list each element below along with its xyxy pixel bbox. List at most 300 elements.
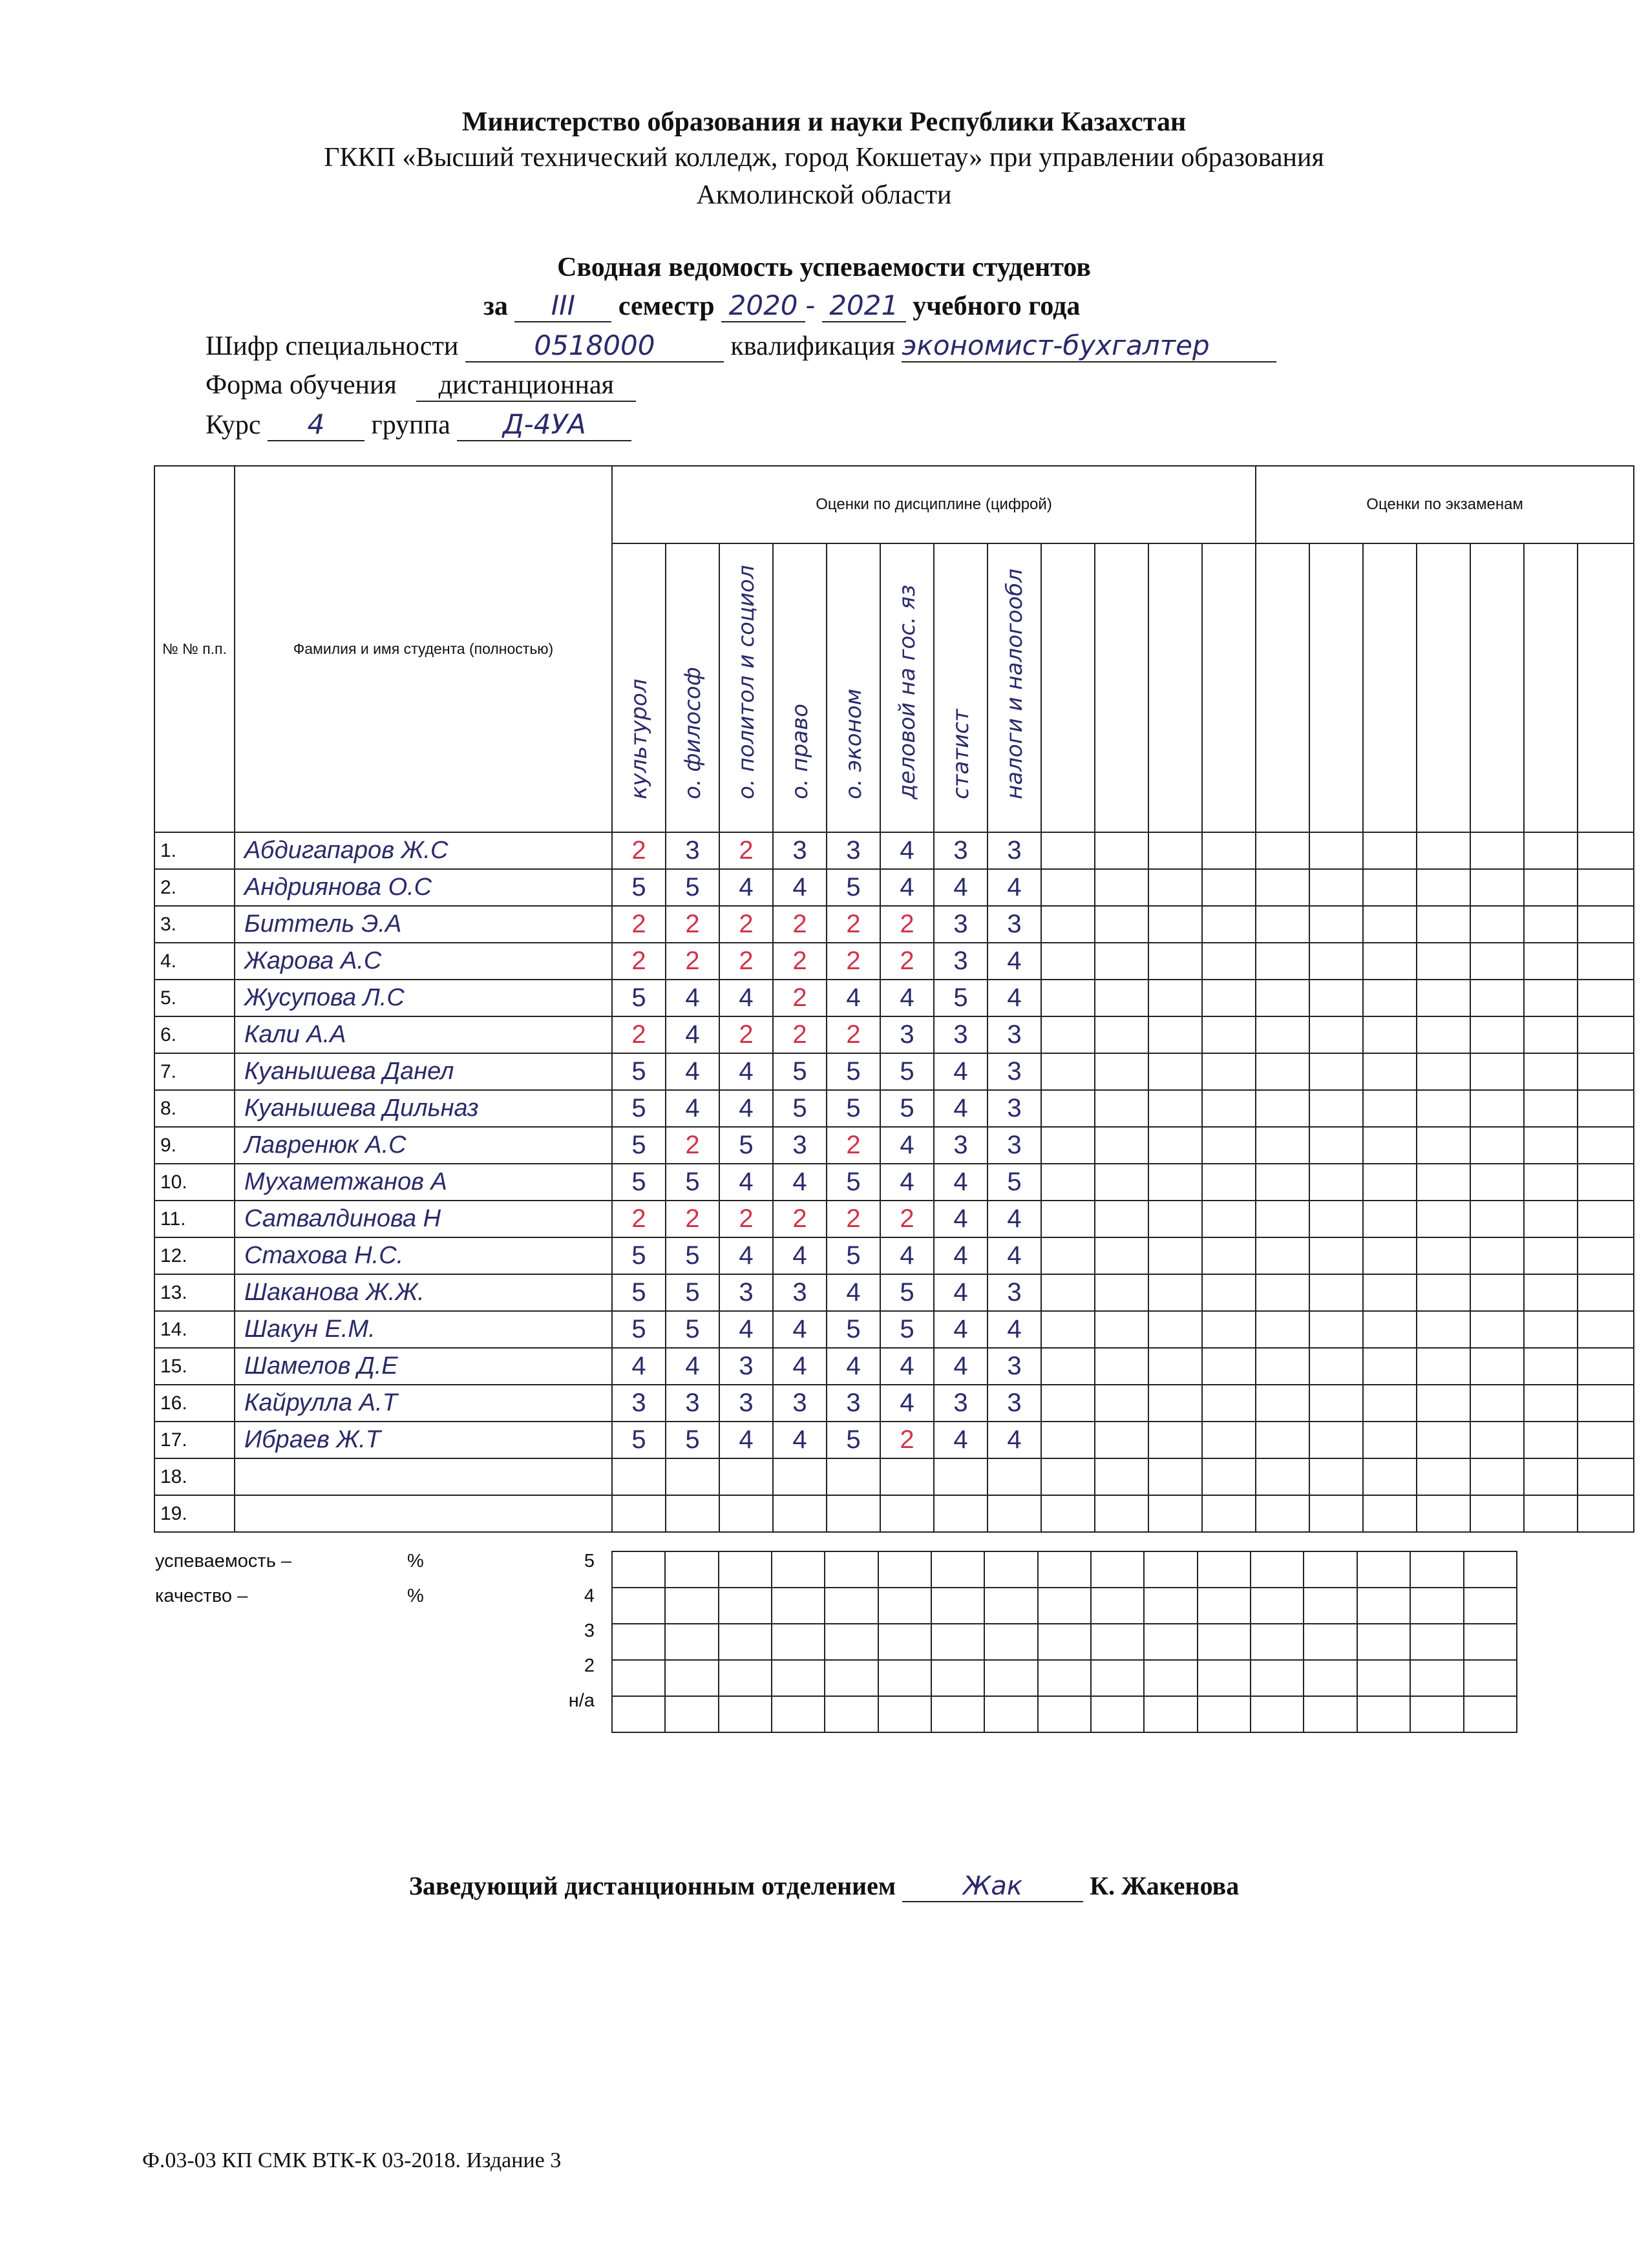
- grade-cell: [1041, 1458, 1095, 1495]
- subject-header: [880, 543, 934, 832]
- grade-cell: 4: [666, 1090, 719, 1127]
- summary-cell: [612, 1660, 665, 1696]
- grade-label: 2: [584, 1655, 595, 1676]
- summary-cell: [1091, 1588, 1144, 1624]
- form-code-footer: Ф.03-03 КП СМК ВТК-К 03-2018. Издание 3: [142, 2148, 562, 2172]
- grade-cell: [1417, 1311, 1470, 1348]
- grade-cell: 4: [666, 980, 719, 1016]
- subject-name: о. право: [787, 704, 813, 799]
- empty-subject-header: [1524, 543, 1578, 832]
- grade-cell: [1095, 1385, 1148, 1422]
- summary-cell: [719, 1588, 772, 1624]
- grade-cell: 2: [827, 1201, 880, 1237]
- summary-cell: [1091, 1551, 1144, 1588]
- col-name-header: Фамилия и имя студента (полностью): [235, 466, 612, 832]
- grade-cell: [1578, 1016, 1634, 1053]
- summary-cell: [1038, 1588, 1091, 1624]
- grade-cell: [1309, 906, 1363, 943]
- grade-cell: 4: [988, 869, 1041, 906]
- grade-cell: [1578, 943, 1634, 980]
- grade-cell: 5: [827, 869, 880, 906]
- empty-subject-header: [1148, 543, 1202, 832]
- grade-cell: 4: [719, 869, 773, 906]
- grade-cell: [1417, 832, 1470, 869]
- quality-label: качество –: [155, 1586, 248, 1606]
- student-name: Шакун Е.М.: [235, 1311, 612, 1348]
- summary-cell: [1464, 1588, 1517, 1624]
- grade-cell: 5: [612, 1053, 666, 1090]
- grade-cell: [1148, 1385, 1202, 1422]
- student-name: Ибраев Ж.Т: [235, 1422, 612, 1458]
- grade-cell: [1041, 1311, 1095, 1348]
- grade-cell: 3: [934, 1385, 988, 1422]
- summary-cell: [1091, 1696, 1144, 1732]
- grade-cell: [1417, 1164, 1470, 1201]
- grade-cell: [1524, 1348, 1578, 1385]
- grade-cell: [1148, 1016, 1202, 1053]
- summary-cell: [1038, 1696, 1091, 1732]
- grade-cell: [1256, 906, 1309, 943]
- grade-cell: [1148, 1458, 1202, 1495]
- grade-cell: 4: [934, 1348, 988, 1385]
- row-number: 18.: [154, 1458, 235, 1495]
- grade-cell: [1470, 1090, 1524, 1127]
- grade-cell: [612, 1458, 666, 1495]
- empty-subject-header: [1095, 543, 1148, 832]
- grade-cell: [1578, 1422, 1634, 1458]
- grade-cell: [1363, 1385, 1417, 1422]
- grade-cell: [1524, 1053, 1578, 1090]
- grade-cell: 2: [880, 906, 934, 943]
- grade-cell: [827, 1458, 880, 1495]
- summary-cell: [1038, 1624, 1091, 1660]
- summary-cell: [1198, 1588, 1251, 1624]
- summary-cell: [984, 1551, 1037, 1588]
- grade-cell: [1148, 1201, 1202, 1237]
- grade-cell: 4: [934, 1164, 988, 1201]
- summary-cell: [612, 1588, 665, 1624]
- specialty-line: [206, 330, 1276, 362]
- grade-cell: [1470, 832, 1524, 869]
- grade-cell: [1470, 1311, 1524, 1348]
- grade-cell: 5: [612, 1422, 666, 1458]
- grade-cell: 4: [773, 1422, 827, 1458]
- grade-cell: 4: [880, 1348, 934, 1385]
- grade-cell: [1470, 869, 1524, 906]
- table-row: [154, 1201, 1634, 1237]
- grade-cell: [1578, 1385, 1634, 1422]
- student-name: Шаканова Ж.Ж.: [235, 1274, 612, 1311]
- grade-cell: [1095, 1090, 1148, 1127]
- grade-cell: [1095, 832, 1148, 869]
- handwritten-signature: Жак: [902, 1871, 1083, 1902]
- summary-row: [612, 1551, 1517, 1588]
- summary-cell: [878, 1551, 931, 1588]
- grade-cell: [1095, 1127, 1148, 1164]
- grade-cell: 3: [827, 832, 880, 869]
- grade-cell: 3: [988, 906, 1041, 943]
- grade-cell: [1363, 1164, 1417, 1201]
- student-name: Жарова А.С: [235, 943, 612, 980]
- grade-cell: [1309, 1237, 1363, 1274]
- grade-cell: [1309, 943, 1363, 980]
- grade-cell: [1041, 980, 1095, 1016]
- grade-cell: [1309, 1385, 1363, 1422]
- grade-cell: 4: [719, 1311, 773, 1348]
- grade-cell: 2: [719, 906, 773, 943]
- grade-cell: [1524, 1090, 1578, 1127]
- grade-cell: 2: [612, 943, 666, 980]
- grade-cell: 5: [612, 1237, 666, 1274]
- subject-name: культурол: [626, 678, 652, 799]
- grade-cell: 4: [880, 1237, 934, 1274]
- grade-cell: 4: [666, 1016, 719, 1053]
- summary-cell: [931, 1551, 984, 1588]
- grade-cell: 2: [827, 1016, 880, 1053]
- grade-cell: [1363, 1127, 1417, 1164]
- grade-cell: [1095, 1237, 1148, 1274]
- subject-header: [827, 543, 880, 832]
- grade-cell: 4: [773, 1311, 827, 1348]
- grade-cell: [1578, 1311, 1634, 1348]
- summary-table: [611, 1551, 1517, 1733]
- grade-label: 5: [584, 1551, 595, 1571]
- grade-cell: [1148, 1090, 1202, 1127]
- summary-row: [612, 1660, 1517, 1696]
- grade-cell: [1470, 980, 1524, 1016]
- grade-cell: 2: [612, 906, 666, 943]
- grade-label: 4: [584, 1586, 595, 1606]
- grade-cell: 4: [880, 869, 934, 906]
- grade-cell: 2: [719, 943, 773, 980]
- grade-cell: [1578, 1348, 1634, 1385]
- year-start: 2020: [721, 289, 805, 322]
- table-row: [154, 1127, 1634, 1164]
- grade-cell: 4: [988, 1237, 1041, 1274]
- grade-cell: [1256, 1422, 1309, 1458]
- grade-cell: [1041, 1127, 1095, 1164]
- table-row: [154, 1016, 1634, 1053]
- grade-cell: 5: [988, 1164, 1041, 1201]
- row-number: 11.: [154, 1201, 235, 1237]
- summary-cell: [665, 1624, 718, 1660]
- grade-cell: 4: [827, 980, 880, 1016]
- grade-cell: [934, 1458, 988, 1495]
- summary-cell: [984, 1588, 1037, 1624]
- grade-cell: [1363, 1090, 1417, 1127]
- summary-cell: [1357, 1660, 1410, 1696]
- grade-cell: 2: [666, 943, 719, 980]
- grade-cell: [1578, 1127, 1634, 1164]
- col-num-header: № № п.п.: [154, 466, 235, 832]
- progress-pct: %: [407, 1551, 424, 1571]
- summary-cell: [665, 1551, 718, 1588]
- summary-cell: [931, 1660, 984, 1696]
- grade-cell: [1041, 869, 1095, 906]
- student-name: Кали А.А: [235, 1016, 612, 1053]
- semester-label: семестр: [618, 291, 715, 321]
- summary-cell: [825, 1624, 878, 1660]
- summary-cell: [878, 1588, 931, 1624]
- grade-cell: [1202, 1016, 1256, 1053]
- grade-cell: [1417, 1016, 1470, 1053]
- grade-cell: [1256, 869, 1309, 906]
- summary-cell: [1144, 1696, 1197, 1732]
- grade-cell: [1363, 943, 1417, 980]
- table-row: [154, 1311, 1634, 1348]
- summary-row: [612, 1624, 1517, 1660]
- summary-cell: [984, 1696, 1037, 1732]
- grade-cell: 4: [719, 1422, 773, 1458]
- grade-cell: [1041, 1016, 1095, 1053]
- grade-cell: [1041, 1422, 1095, 1458]
- summary-cell: [1198, 1696, 1251, 1732]
- student-name: Стахова Н.С.: [235, 1237, 612, 1274]
- grade-cell: 4: [719, 1090, 773, 1127]
- grade-cell: 3: [934, 906, 988, 943]
- semester-value: III: [514, 289, 611, 322]
- grade-cell: [1470, 1348, 1524, 1385]
- grade-cell: [1256, 1053, 1309, 1090]
- student-name: Биттель Э.А: [235, 906, 612, 943]
- table-row: [154, 1348, 1634, 1385]
- summary-cell: [1251, 1660, 1304, 1696]
- grade-cell: [666, 1458, 719, 1495]
- ministry-heading: Министерство образования и науки Республики Казахстан: [461, 107, 1187, 137]
- grade-cell: [1041, 1385, 1095, 1422]
- grade-cell: [1256, 980, 1309, 1016]
- row-number: 9.: [154, 1127, 235, 1164]
- grade-cell: [1256, 1385, 1309, 1422]
- grade-cell: [1202, 1385, 1256, 1422]
- grade-cell: 4: [719, 1237, 773, 1274]
- grade-cell: 4: [880, 832, 934, 869]
- grade-cell: [1578, 869, 1634, 906]
- grade-cell: 5: [666, 1237, 719, 1274]
- grade-cell: 2: [773, 1016, 827, 1053]
- grade-cell: [1148, 1237, 1202, 1274]
- summary-cell: [1464, 1624, 1517, 1660]
- grade-cell: [1202, 1164, 1256, 1201]
- grade-cell: [1470, 943, 1524, 980]
- grade-cell: [1202, 1348, 1256, 1385]
- grade-cell: [1470, 1016, 1524, 1053]
- grade-label: н/а: [568, 1690, 595, 1711]
- grade-cell: [1470, 1237, 1524, 1274]
- table-row: [154, 1090, 1634, 1127]
- subject-header: [934, 543, 988, 832]
- grade-cell: [1524, 1385, 1578, 1422]
- grade-cell: [1363, 1495, 1417, 1532]
- summary-cell: [1304, 1624, 1357, 1660]
- grade-cell: 5: [827, 1237, 880, 1274]
- grade-cell: 4: [719, 1164, 773, 1201]
- grade-cell: [1363, 1422, 1417, 1458]
- grade-cell: 5: [612, 1090, 666, 1127]
- grade-cell: 3: [988, 1053, 1041, 1090]
- empty-subject-header: [1363, 543, 1417, 832]
- summary-cell: [719, 1624, 772, 1660]
- grade-cell: [1417, 1053, 1470, 1090]
- summary-cell: [825, 1551, 878, 1588]
- grade-cell: 4: [988, 980, 1041, 1016]
- summary-cell: [1357, 1588, 1410, 1624]
- summary-row: [612, 1696, 1517, 1732]
- grade-cell: 4: [934, 1237, 988, 1274]
- grade-cell: 3: [773, 1127, 827, 1164]
- subject-name: о. политол и социол: [733, 565, 759, 799]
- student-name: Сатвалдинова Н: [235, 1201, 612, 1237]
- grade-cell: [1309, 1090, 1363, 1127]
- grade-cell: [1309, 1127, 1363, 1164]
- grade-cell: [1524, 1127, 1578, 1164]
- summary-row: [612, 1588, 1517, 1624]
- subject-header: [988, 543, 1041, 832]
- grade-cell: 2: [827, 906, 880, 943]
- grade-cell: [1578, 832, 1634, 869]
- grade-cell: 5: [827, 1053, 880, 1090]
- summary-cell: [772, 1624, 825, 1660]
- summary-cell: [1251, 1588, 1304, 1624]
- summary-cell: [1464, 1551, 1517, 1588]
- signature-title: Заведующий дистанционным отделением: [408, 1871, 896, 1900]
- grade-cell: [934, 1495, 988, 1532]
- table-row: [154, 906, 1634, 943]
- signature-block: [0, 1871, 1648, 1902]
- grade-cell: 3: [934, 943, 988, 980]
- summary-cell: [719, 1696, 772, 1732]
- grade-cell: [1202, 1090, 1256, 1127]
- grade-cell: [880, 1458, 934, 1495]
- grade-cell: [1041, 906, 1095, 943]
- summary-cell: [719, 1660, 772, 1696]
- grade-cell: 4: [612, 1348, 666, 1385]
- grade-cell: 2: [773, 1201, 827, 1237]
- summary-cell: [1304, 1551, 1357, 1588]
- student-name: Куанышева Дильназ: [235, 1090, 612, 1127]
- grade-cell: 3: [666, 1385, 719, 1422]
- document-title: Сводная ведомость успеваемости студентов: [557, 253, 1091, 282]
- grade-cell: [1148, 906, 1202, 943]
- summary-cell: [1198, 1551, 1251, 1588]
- empty-subject-header: [1309, 543, 1363, 832]
- grade-cell: [1095, 1053, 1148, 1090]
- grade-cell: [827, 1495, 880, 1532]
- grade-cell: [1578, 1458, 1634, 1495]
- grade-cell: [1524, 1201, 1578, 1237]
- grade-cell: 2: [773, 943, 827, 980]
- year-sep: -: [805, 289, 816, 321]
- summary-cell: [1251, 1624, 1304, 1660]
- grade-cell: [1309, 980, 1363, 1016]
- grade-cell: 3: [988, 1385, 1041, 1422]
- grade-cell: [1470, 1422, 1524, 1458]
- table-row: [154, 1495, 1634, 1532]
- grade-cell: [1202, 1053, 1256, 1090]
- grade-cell: 5: [827, 1311, 880, 1348]
- row-number: 12.: [154, 1237, 235, 1274]
- grade-cell: [1470, 1164, 1524, 1201]
- grade-cell: 4: [934, 1090, 988, 1127]
- summary-cell: [1357, 1624, 1410, 1660]
- summary-cell: [1464, 1660, 1517, 1696]
- grade-cell: [1202, 832, 1256, 869]
- grade-cell: 4: [988, 1201, 1041, 1237]
- grade-cell: 5: [666, 1164, 719, 1201]
- grade-cell: [1363, 1348, 1417, 1385]
- grade-cell: 4: [719, 980, 773, 1016]
- row-number: 1.: [154, 832, 235, 869]
- table-row: [154, 1164, 1634, 1201]
- grade-cell: 2: [719, 832, 773, 869]
- signature-name: К. Жакенова: [1090, 1871, 1240, 1900]
- grade-cell: 5: [612, 1311, 666, 1348]
- grade-cell: 4: [666, 1348, 719, 1385]
- grade-cell: 5: [612, 980, 666, 1016]
- empty-subject-header: [1417, 543, 1470, 832]
- subject-name: статист: [947, 709, 974, 799]
- grades-table: [154, 465, 1634, 1533]
- grade-cell: [1417, 869, 1470, 906]
- grade-cell: [1578, 1053, 1634, 1090]
- grade-cell: 4: [988, 943, 1041, 980]
- summary-cell: [825, 1588, 878, 1624]
- empty-subject-header: [1470, 543, 1524, 832]
- grade-cell: [1041, 1274, 1095, 1311]
- student-name: Лавренюк А.С: [235, 1127, 612, 1164]
- grade-cell: [1524, 1237, 1578, 1274]
- grade-cell: 3: [934, 832, 988, 869]
- grade-cell: [1417, 1348, 1470, 1385]
- grade-cell: [1148, 1422, 1202, 1458]
- grade-cell: [719, 1458, 773, 1495]
- grade-cell: 2: [612, 1201, 666, 1237]
- grade-cell: [1095, 1422, 1148, 1458]
- student-name: Мухаметжанов А: [235, 1164, 612, 1201]
- summary-cell: [878, 1696, 931, 1732]
- grade-cell: [1363, 980, 1417, 1016]
- grade-cell: [1256, 1458, 1309, 1495]
- grade-cell: [1578, 1274, 1634, 1311]
- grade-cell: [1202, 980, 1256, 1016]
- qualification-value: экономист-бухгалтер: [902, 330, 1276, 362]
- grade-cell: [1041, 943, 1095, 980]
- grade-cell: [1202, 906, 1256, 943]
- subject-name: о. эконом: [840, 688, 867, 799]
- grade-cell: [1148, 980, 1202, 1016]
- grade-cell: 4: [827, 1348, 880, 1385]
- grade-cell: [1578, 1495, 1634, 1532]
- grade-cell: [1470, 1385, 1524, 1422]
- qualification-label: квалификация: [730, 331, 895, 361]
- grade-cell: 4: [827, 1274, 880, 1311]
- table-row: [154, 943, 1634, 980]
- grade-cell: [1256, 1274, 1309, 1311]
- grade-cell: [1202, 1201, 1256, 1237]
- grade-cell: 4: [934, 1053, 988, 1090]
- summary-cell: [1144, 1624, 1197, 1660]
- grade-cell: [1202, 943, 1256, 980]
- grade-cell: [1578, 1164, 1634, 1201]
- grade-cell: 5: [719, 1127, 773, 1164]
- summary-cell: [1357, 1551, 1410, 1588]
- summary-cell: [931, 1624, 984, 1660]
- grade-cell: 5: [827, 1164, 880, 1201]
- grade-cell: [1417, 1090, 1470, 1127]
- grade-cell: 4: [880, 1127, 934, 1164]
- course-label: Курс: [206, 410, 261, 440]
- grade-cell: [1524, 1495, 1578, 1532]
